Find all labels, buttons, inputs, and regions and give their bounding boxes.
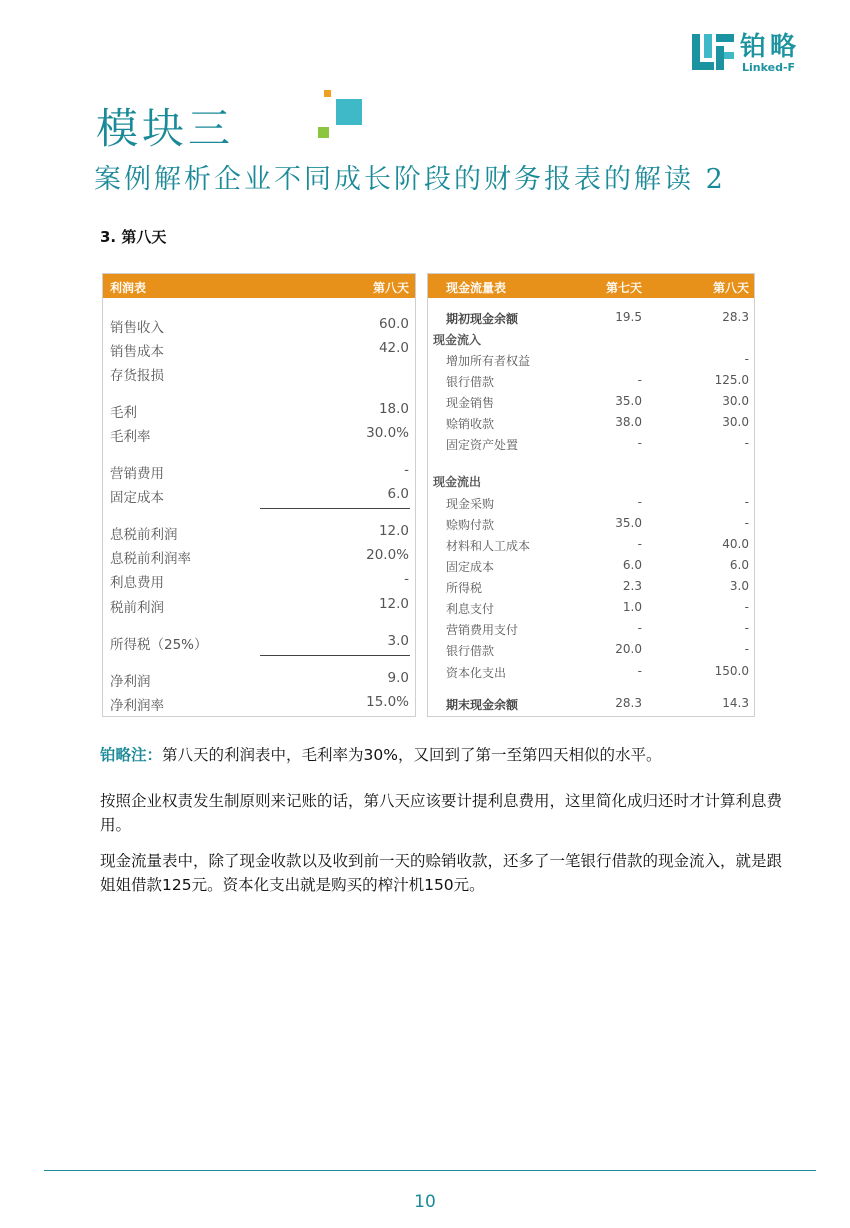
decor-square-teal	[336, 99, 362, 125]
row-value: 9.0	[387, 670, 409, 686]
cash-flow-col-day8: 第八天	[712, 281, 749, 295]
row-value: 3.0	[387, 633, 409, 649]
row-label: 银行借款	[446, 644, 495, 658]
income-statement-title: 利润表	[110, 281, 147, 295]
row-value-day7: 6.0	[622, 558, 642, 572]
table-row	[428, 579, 754, 597]
row-label: 现金流入	[433, 333, 482, 347]
row-value: 18.0	[378, 401, 409, 417]
row-value-day8: 28.3	[722, 310, 749, 324]
row-label: 期初现金余额	[446, 312, 519, 326]
table-row	[103, 486, 415, 506]
row-value-day7: -	[637, 664, 642, 678]
section-heading: 3. 第八天	[100, 228, 167, 246]
table-row	[428, 373, 754, 391]
row-label: 利息费用	[110, 575, 164, 591]
table-row	[428, 621, 754, 639]
page-number: 10	[414, 1192, 436, 1212]
row-value-day8: -	[744, 642, 749, 656]
row-value: 12.0	[378, 523, 409, 539]
row-value-day8: 3.0	[729, 579, 749, 593]
table-row	[103, 364, 415, 384]
row-label: 所得税	[446, 581, 483, 595]
row-label: 银行借款	[446, 375, 495, 389]
row-value: 12.0	[378, 596, 409, 612]
row-value-day8: 30.0	[722, 394, 749, 408]
row-label: 期末现金余额	[446, 698, 519, 712]
brand-logo-icon	[692, 32, 736, 72]
row-value: 30.0%	[366, 425, 409, 441]
row-value-day8: 14.3	[722, 696, 749, 710]
row-value-day7: 2.3	[622, 579, 642, 593]
table-row	[103, 596, 415, 616]
table-row	[428, 537, 754, 555]
table-row	[103, 547, 415, 567]
row-value-day8: -	[744, 600, 749, 614]
row-label: 息税前利润	[110, 527, 178, 543]
row-label: 利息支付	[446, 602, 495, 616]
row-label: 销售收入	[110, 320, 164, 336]
row-value-day7: -	[637, 495, 642, 509]
row-label: 现金采购	[446, 497, 495, 511]
row-value-day7: 19.5	[615, 310, 642, 324]
row-value-day7: -	[637, 621, 642, 635]
row-label: 现金流出	[433, 475, 482, 489]
row-value-day7: -	[637, 537, 642, 551]
row-label: 销售成本	[110, 344, 164, 360]
row-value-day7: 28.3	[615, 696, 642, 710]
footer-divider	[44, 1170, 816, 1171]
table-row	[428, 696, 754, 714]
table-row	[103, 401, 415, 421]
income-statement-col: 第八天	[372, 281, 409, 295]
cash-flow-table	[427, 273, 755, 717]
row-value-day8: -	[744, 436, 749, 450]
row-label: 赊销收款	[446, 417, 495, 431]
row-value-day8: -	[744, 621, 749, 635]
table-row	[103, 571, 415, 591]
row-value-day8: 150.0	[714, 664, 749, 678]
decor-square-orange	[324, 90, 331, 97]
row-value-day7: 1.0	[622, 600, 642, 614]
cash-flow-header	[428, 274, 754, 298]
row-value-day7: -	[637, 436, 642, 450]
row-value-day7: -	[637, 373, 642, 387]
note-text-1: 第八天的利润表中，毛利率为30%，又回到了第一至第四天相似的水平。	[162, 746, 662, 764]
row-label: 增加所有者权益	[446, 354, 531, 368]
row-value-day7: 20.0	[615, 642, 642, 656]
row-value-day8: -	[744, 495, 749, 509]
brand-name-en: Linked-F	[742, 61, 796, 74]
income-statement-table	[102, 273, 416, 717]
row-value-day8: -	[744, 516, 749, 530]
row-label: 固定成本	[446, 560, 495, 574]
row-label: 存货报损	[110, 368, 164, 384]
brand-name-cn: 铂略	[740, 32, 801, 62]
table-row	[103, 670, 415, 690]
row-value: 60.0	[378, 316, 409, 332]
row-value: 20.0%	[366, 547, 409, 563]
table-row	[103, 316, 415, 336]
row-label: 现金销售	[446, 396, 495, 410]
module-title: 模块三	[96, 104, 235, 153]
table-row	[428, 310, 754, 328]
table-row	[428, 664, 754, 682]
row-value-day8: 40.0	[722, 537, 749, 551]
note-paragraph-3: 现金流量表中，除了现金收款以及收到前一天的赊销收款，还多了一笔银行借款的现金流入，就是跟姐姐借款125元。资本化支出就是购买的榨汁机150元。	[100, 852, 783, 894]
table-row	[428, 415, 754, 433]
row-value-day7: 35.0	[615, 394, 642, 408]
row-value: 15.0%	[366, 694, 409, 710]
row-label: 毛利	[110, 405, 137, 421]
table-row	[428, 642, 754, 660]
table-row	[428, 331, 754, 349]
row-value: 42.0	[378, 340, 409, 356]
table-row	[103, 425, 415, 445]
note-paragraph-2: 按照企业权责发生制原则来记账的话，第八天应该要计提利息费用，这里简化成归还时才计算利息费用。	[100, 792, 783, 834]
table-row	[103, 462, 415, 482]
row-label: 营销费用	[110, 466, 164, 482]
row-label: 净利润率	[110, 698, 164, 714]
row-value: -	[404, 462, 409, 478]
row-value-day7: 35.0	[615, 516, 642, 530]
row-label: 所得税（25%）	[110, 637, 208, 653]
table-row	[428, 516, 754, 534]
row-value-day8: 6.0	[729, 558, 749, 572]
subtotal-divider	[260, 655, 410, 656]
table-row	[103, 694, 415, 714]
row-label: 净利润	[110, 674, 151, 690]
table-row	[428, 436, 754, 454]
note-key: 铂略注：	[100, 746, 163, 764]
table-row	[428, 473, 754, 491]
cash-flow-title: 现金流量表	[446, 281, 507, 295]
row-label: 固定资产处置	[446, 438, 519, 452]
module-subtitle: 案例解析企业不同成长阶段的财务报表的解读 2	[94, 164, 726, 195]
table-row	[103, 633, 415, 653]
row-label: 材料和人工成本	[446, 539, 531, 553]
table-row	[103, 523, 415, 543]
row-label: 赊购付款	[446, 518, 495, 532]
row-value-day8: 30.0	[722, 415, 749, 429]
income-statement-header	[103, 274, 415, 298]
table-row	[428, 394, 754, 412]
row-value-day7: 38.0	[615, 415, 642, 429]
table-row	[428, 352, 754, 370]
row-label: 税前利润	[110, 600, 164, 616]
subtotal-divider	[260, 508, 410, 509]
row-value-day8: 125.0	[714, 373, 749, 387]
row-value: 6.0	[387, 486, 409, 502]
row-label: 营销费用支付	[446, 623, 519, 637]
cash-flow-col-day7: 第七天	[605, 281, 642, 295]
brand-logo	[692, 32, 812, 74]
row-value-day8: -	[744, 352, 749, 366]
row-label: 息税前利润率	[110, 551, 191, 567]
table-row	[428, 600, 754, 618]
note-paragraph-1	[100, 743, 790, 767]
row-label: 资本化支出	[446, 666, 507, 680]
table-row	[428, 558, 754, 576]
row-value: -	[404, 571, 409, 587]
decor-square-green	[318, 127, 329, 138]
table-row	[103, 340, 415, 360]
row-label: 毛利率	[110, 429, 151, 445]
row-label: 固定成本	[110, 490, 164, 506]
table-row	[428, 495, 754, 513]
